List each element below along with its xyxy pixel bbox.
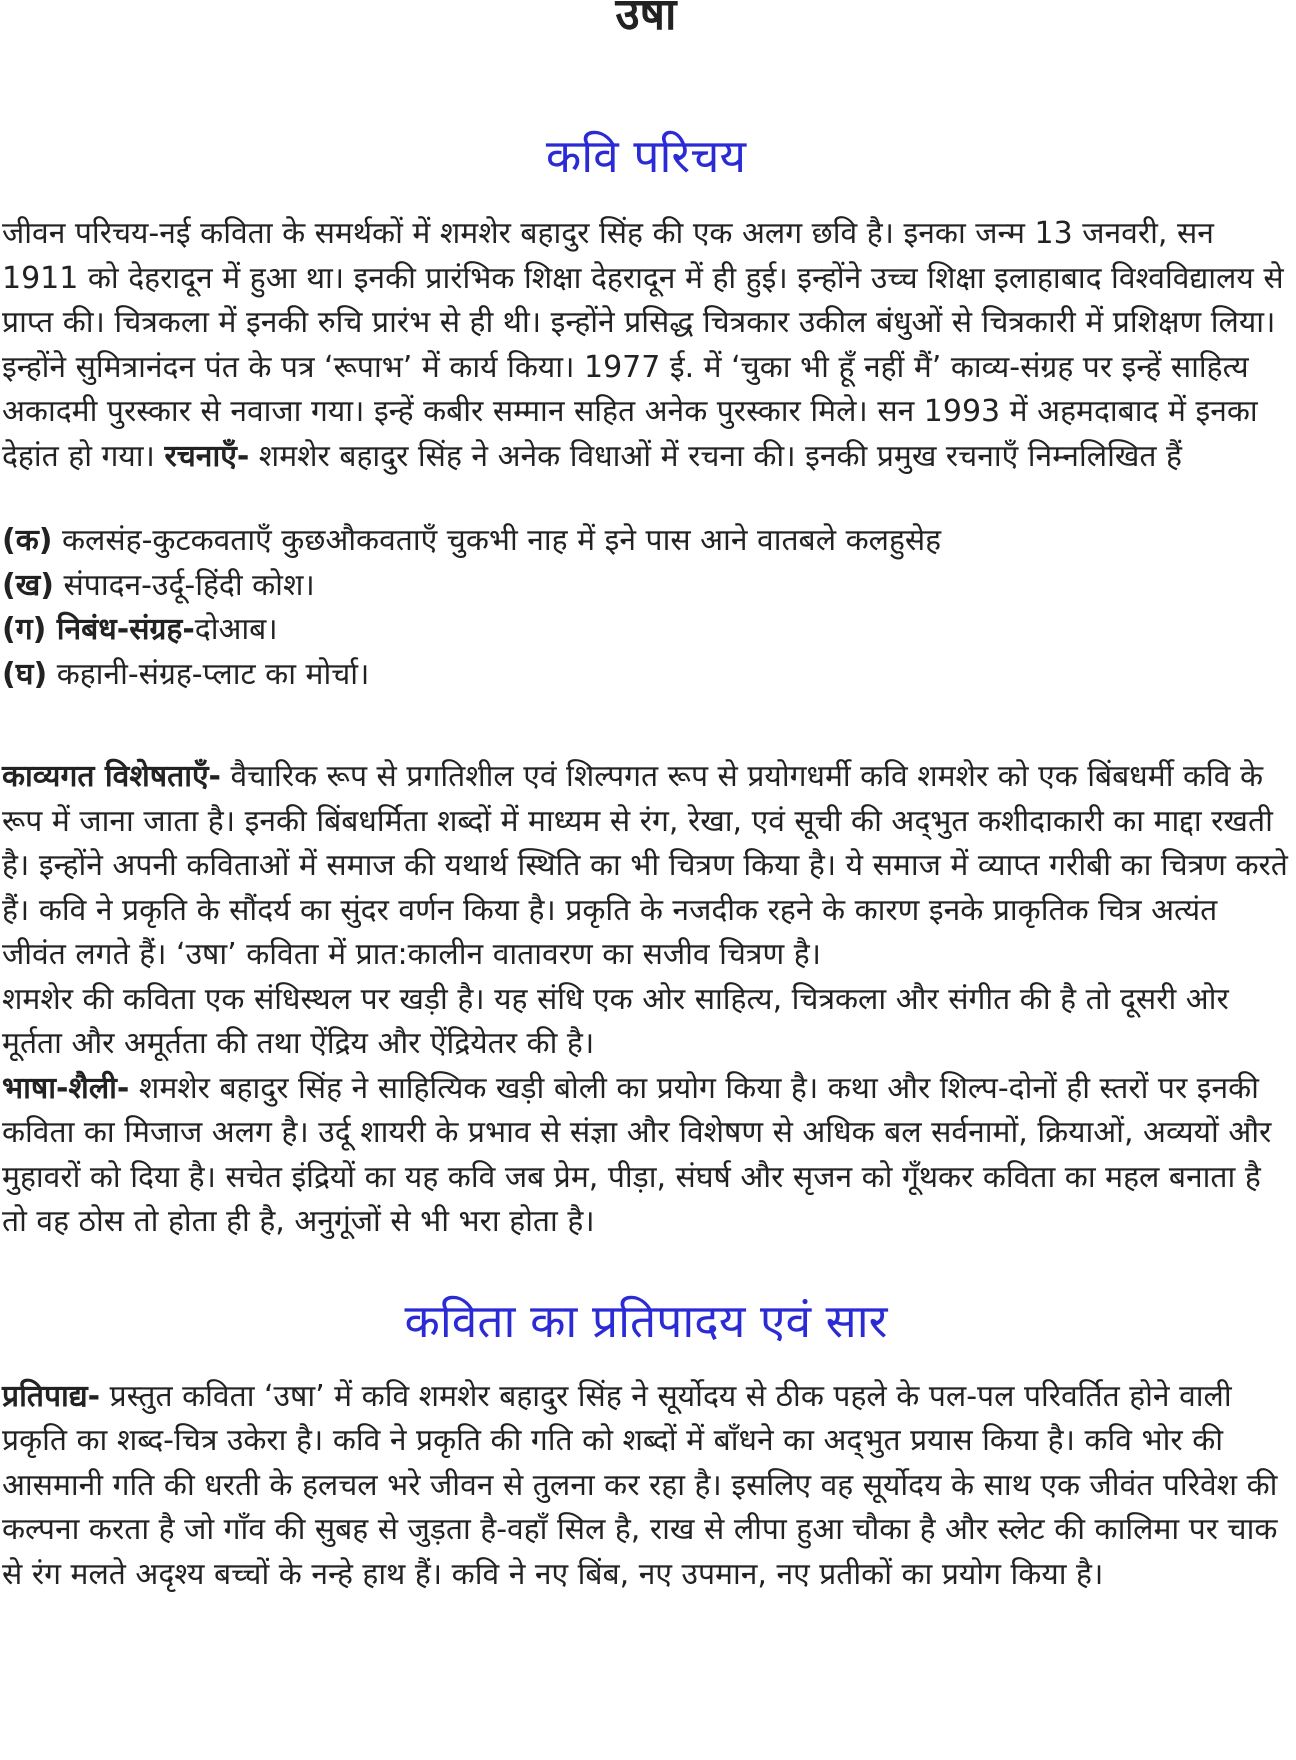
list-marker: (घ) — [2, 656, 48, 692]
pratipadya-paragraph — [2, 1375, 1290, 1598]
pratipadya-text: प्रस्तुत कविता ‘उषा’ में कवि शमशेर बहादुर सिंह ने सूर्योदय से ठीक पहले के पल-पल परिवर्तित होने वाली प्रकृति का शब्द-चित्र उकेरा है। कवि ने प्रकृति की गति को शब्दों में बाँधने का अद्‌भुत प्रयास किया है। कवि भोर की आसमानी गति की धरती के हलचल भरे जीवन से तुलना कर रहा है। इसलिए वह सूर्योदय के साथ एक जीवंत परिवेश की कल्पना करता है जो गाँव की सुबह से जुड़ता है-वहाँ सिल है, राख से लीपा हुआ चौका है और स्लेट की कालिमा पर चाक से रंग मलते अदृश्य बच्चों के नन्हे हाथ हैं। कवि ने नए बिंब, नए उपमान, नए प्रतीकों का प्रयोग किया है। — [2, 1378, 1278, 1592]
bhasha-text: शमशेर बहादुर सिंह ने साहित्यिक खड़ी बोली का प्रयोग किया है। कथा और शिल्प-दोनों ही स्तरों पर इनकी कविता का मिजाज अलग है। उर्दू शायरी के प्रभाव से संज्ञा और विशेषण से अधिक बल सर्वनामों, क्रियाओं, अव्ययों और मुहावरों को दिया है। सचेत इंद्रियों का यह कवि जब प्रेम, पीड़ा, संघर्ष और सृजन को गूँथकर कविता का महल बनाता है तो वह ठोस तो होता ही है, अनुगूंजों से भी भरा होता है। — [2, 1070, 1272, 1239]
section-heading-pratipadya-saar: कविता का प्रतिपादय एवं सार — [404, 1293, 888, 1348]
intro-paragraph — [2, 212, 1290, 479]
section-heading-kavi-parichay: कवि परिचय — [545, 129, 747, 183]
works-list — [2, 519, 1290, 697]
list-item — [2, 564, 1290, 609]
list-item — [2, 608, 1290, 653]
list-marker: (ग) — [2, 612, 47, 647]
bhasha-label: भाषा-शैली- — [2, 1070, 130, 1106]
kavyagat-paragraph — [2, 755, 1290, 978]
rachnaen-label: रचनाएँ- — [164, 438, 250, 474]
intro-text: जीवन परिचय-नई कविता के समर्थकों में शमशेर बहादुर सिंह की एक अलग छवि है। इनका जन्म 13 जनवरी, सन 1911 को देहरादून में हुआ था। इनकी प्रारंभिक शिक्षा देहरादून में ही हुई। इन्होंने उच्च शिक्षा इलाहाबाद विश्वविद्यालय से प्राप्त की। चित्रकला में इनकी रुचि प्रारंभ से ही थी। इन्होंने प्रसिद्ध चित्रकार उकील बंधुओं से चित्रकारी में प्रशिक्षण लिया। इन्होंने सुमित्रानंदन पंत के पत्र ‘रूपाभ’ में कार्य किया। 1977 ई. में ‘चुका भी हूँ नहीं मैं’ काव्य-संग्रह पर इन्हें साहित्य अकादमी पुरस्कार से नवाजा गया। इन्हें कबीर सम्मान सहित अनेक पुरस्कार मिले। सन 1993 में अहमदाबाद में इनका देहांत हो गया। — [2, 216, 1284, 474]
list-item-text: कलसंह-कुटकवताएँ कुछऔकवताएँ चुकभी नाह में इने पास आने वातबले कलहुसेह — [52, 523, 942, 558]
bhasha-shaili-paragraph — [2, 1067, 1290, 1245]
kavyagat-text: वैचारिक रूप से प्रगतिशील एवं शिल्पगत रूप से प्रयोगधर्मी कवि शमशेर को एक बिंबधर्मी कवि के रूप में जाना जाता है। इनकी बिंबधर्मिता शब्दों में माध्यम से रंग, रेखा, एवं सूची की अद्‌भुत कशीदाकारी का माद्दा रखती है। इन्होंने अपनी कविताओं में समाज की यथार्थ स्थिति का भी चित्रण किया है। ये समाज में व्याप्त गरीबी का चित्रण करते हैं। कवि ने प्रकृति के सौंदर्य का सुंदर वर्णन किया है। प्रकृति के नजदीक रहने के कारण इनके प्राकृतिक चित्र अत्यंत जीवंत लगते हैं। ‘उषा’ कविता में प्रात:कालीन वातावरण का सजीव चित्रण है। — [2, 759, 1288, 972]
pratipadya-label: प्रतिपाद्य- — [2, 1378, 101, 1414]
list-marker: (ख) — [2, 567, 54, 603]
list-marker: (क) — [2, 523, 53, 558]
rachnaen-text: शमशेर बहादुर सिंह ने अनेक विधाओं में रचना की। इनकी प्रमुख रचनाएँ निम्नलिखित हैं — [249, 438, 1182, 474]
list-item-text: दोआब। — [194, 612, 278, 647]
list-item-text: कहानी-संग्रह-प्लाट का मोर्चा। — [47, 656, 370, 692]
list-item-text: संपादन-उर्दू-हिंदी कोश। — [53, 567, 315, 603]
document-title: उषा — [615, 0, 677, 40]
spacer — [2, 697, 1290, 755]
list-item — [2, 519, 1290, 564]
list-item-label: निबंध-संग्रह- — [46, 612, 195, 647]
spacer — [2, 479, 1290, 519]
kavyagat-label: काव्यगत विशेषताएँ- — [2, 759, 222, 794]
list-item — [2, 653, 1290, 698]
sandhi-paragraph: शमशेर की कविता एक संधिस्थल पर खड़ी है। यह संधि एक ओर साहित्य, चित्रकला और संगीत की है तो दूसरी ओर मूर्तता और अमूर्तता की तथा ऐंद्रिय और ऐंद्रियेतर की है। — [2, 981, 1229, 1061]
